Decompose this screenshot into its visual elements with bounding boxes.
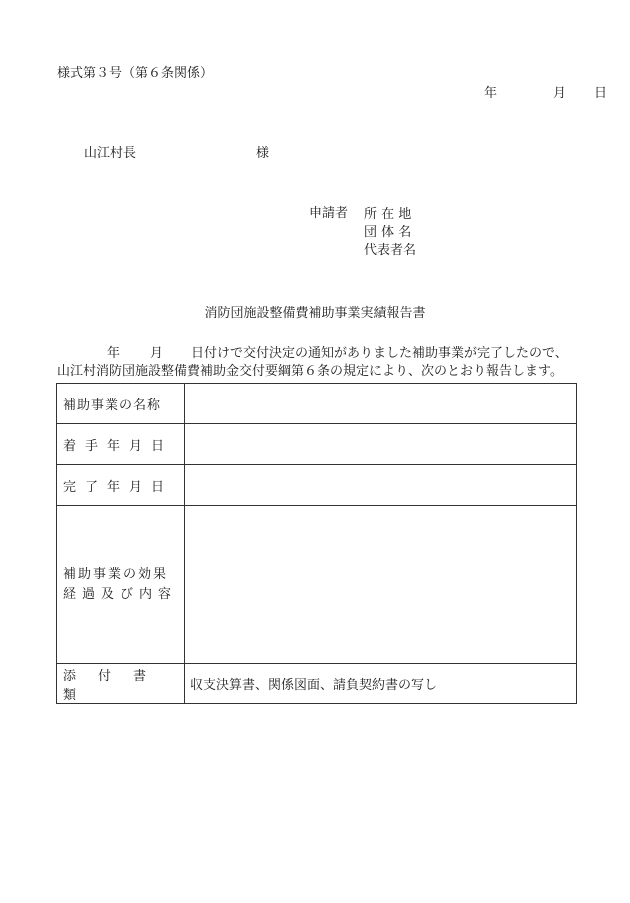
table-row	[57, 424, 577, 465]
date-year: 年	[484, 86, 498, 101]
row-value-completion-date	[185, 465, 577, 506]
applicant-label: 申請者	[309, 206, 349, 221]
report-table	[56, 383, 577, 704]
group-name-label: 団 体 名	[364, 225, 412, 240]
table-row	[57, 465, 577, 506]
table-row	[57, 384, 577, 424]
date-month: 月	[553, 86, 567, 101]
effects-label-line-2: 経過及び内容	[63, 586, 178, 602]
row-value-attachments: 収支決算書、関係図面、請負契約書の写し	[185, 664, 577, 704]
row-label-start-date	[57, 424, 185, 465]
body-year: 年	[107, 346, 121, 361]
row-label-attachments	[57, 664, 185, 704]
body-line-1	[57, 346, 577, 364]
row-value-project-name	[185, 384, 577, 424]
row-label-effects	[57, 506, 185, 664]
body-line1-rest: 日付けで交付決定の通知がありました補助事業が完了したので、	[191, 346, 568, 361]
addressee-honorific: 様	[256, 146, 270, 161]
row-label-project-name: 補助事業の名称	[57, 384, 185, 424]
date-day: 日	[594, 86, 608, 101]
row-label-completion-date	[57, 465, 185, 506]
start-date-label: 着手年月日	[63, 438, 174, 454]
row-value-start-date	[185, 424, 577, 465]
body-text	[57, 346, 577, 382]
document-title: 消防団施設整備費補助事業実績報告書	[204, 306, 426, 321]
attachments-label: 添付書類	[63, 668, 169, 703]
body-month: 月	[150, 346, 164, 361]
applicant-fields	[364, 206, 416, 260]
representative-label: 代表者名	[364, 243, 417, 258]
body-line-2: 山江村消防団施設整備費補助金交付要綱第６条の規定により、次のとおり報告します。	[57, 364, 563, 379]
completion-date-label: 完了年月日	[63, 479, 174, 495]
address-label: 所 在 地	[364, 207, 412, 222]
date-line	[484, 86, 607, 102]
table-row	[57, 664, 577, 704]
form-number: 様式第３号（第６条関係）	[57, 66, 214, 81]
row-value-effects	[185, 506, 577, 664]
addressee-name: 山江村長	[84, 146, 137, 161]
addressee	[84, 146, 270, 162]
table-row	[57, 506, 577, 664]
effects-label-line-1: 補助事業の効果	[63, 566, 169, 582]
